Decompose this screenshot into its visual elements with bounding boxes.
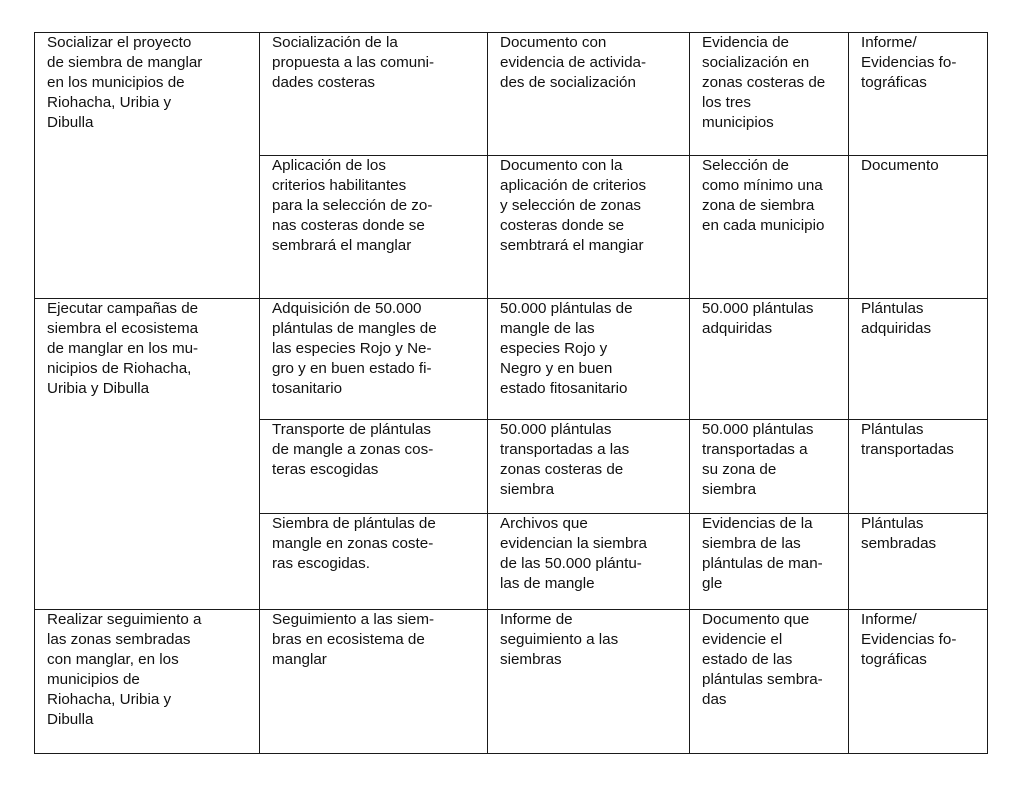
verification-cell: Informe/ Evidencias fo- tográficas — [849, 33, 988, 156]
indicator-cell: 50.000 plántulas adquiridas — [690, 299, 849, 420]
indicator-cell: Evidencia de socialización en zonas costeras de los tres municipios — [690, 33, 849, 156]
activity-cell: Aplicación de los criterios habilitantes para la selección de zo- nas costeras donde se sembrará el manglar — [260, 156, 488, 299]
indicator-cell: 50.000 plántulas transportadas a su zona de siembra — [690, 420, 849, 514]
product-cell: Archivos que evidencian la siembra de las 50.000 plántu- las de mangle — [488, 514, 690, 610]
verification-cell: Plántulas transportadas — [849, 420, 988, 514]
product-cell: 50.000 plántulas de mangle de las especies Rojo y Negro y en buen estado fitosanitario — [488, 299, 690, 420]
table-row — [35, 33, 988, 156]
indicator-cell: Evidencias de la siembra de las plántulas de man- gle — [690, 514, 849, 610]
activity-cell: Socialización de la propuesta a las comuni- dades costeras — [260, 33, 488, 156]
product-cell: Documento con evidencia de activida- des de socialización — [488, 33, 690, 156]
indicator-cell: Selección de como mínimo una zona de siembra en cada municipio — [690, 156, 849, 299]
table-row — [35, 299, 988, 420]
activity-cell: Adquisición de 50.000 plántulas de mangles de las especies Rojo y Ne- gro y en buen estado fi- tosanitario — [260, 299, 488, 420]
objective-cell: Realizar seguimiento a las zonas sembradas con manglar, en los municipios de Riohacha, Uribia y Dibulla — [35, 610, 260, 754]
table-row — [35, 610, 988, 754]
activity-cell: Siembra de plántulas de mangle en zonas coste- ras escogidas. — [260, 514, 488, 610]
activities-table — [34, 32, 988, 754]
objective-cell: Socializar el proyecto de siembra de manglar en los municipios de Riohacha, Uribia y Dibulla — [35, 33, 260, 299]
verification-cell: Plántulas adquiridas — [849, 299, 988, 420]
verification-cell: Plántulas sembradas — [849, 514, 988, 610]
objective-cell: Ejecutar campañas de siembra el ecosistema de manglar en los mu- nicipios de Riohacha, Uribia y Dibulla — [35, 299, 260, 610]
product-cell: Documento con la aplicación de criterios y selección de zonas costeras donde se sembtrará el mangiar — [488, 156, 690, 299]
activity-cell: Seguimiento a las siem- bras en ecosistema de manglar — [260, 610, 488, 754]
product-cell: 50.000 plántulas transportadas a las zonas costeras de siembra — [488, 420, 690, 514]
verification-cell: Documento — [849, 156, 988, 299]
indicator-cell: Documento que evidencie el estado de las plántulas sembra- das — [690, 610, 849, 754]
verification-cell: Informe/ Evidencias fo- tográficas — [849, 610, 988, 754]
activity-cell: Transporte de plántulas de mangle a zonas cos- teras escogidas — [260, 420, 488, 514]
product-cell: Informe de seguimiento a las siembras — [488, 610, 690, 754]
